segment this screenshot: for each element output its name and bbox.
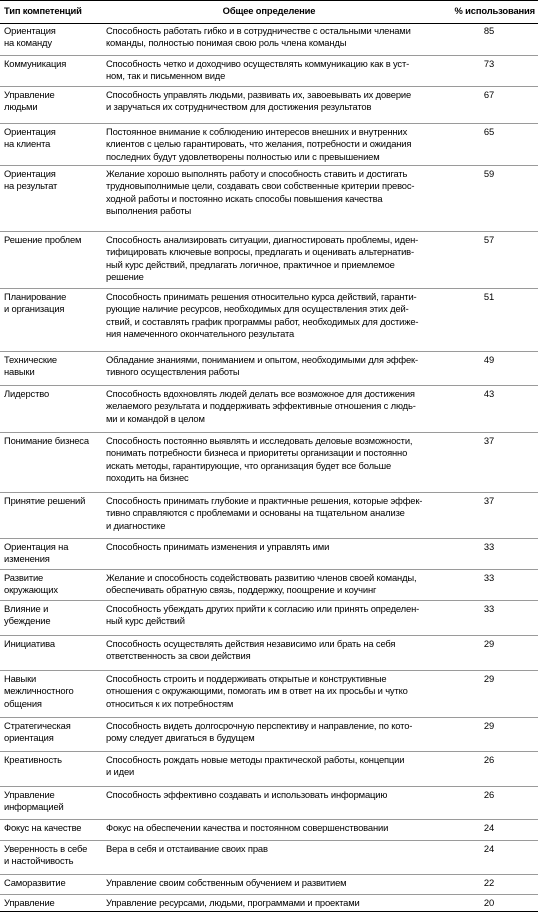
definition-cell: Обладание знаниями, пониманием и опытом, необходимыми для эффек- тивного осуществления работы: [106, 354, 418, 378]
table-row: [0, 351, 538, 386]
definition-cell: Способность рождать новые методы практической работы, концепции и идеи: [106, 754, 405, 778]
competency-type-cell: Управление: [4, 897, 55, 908]
competency-type-cell: Принятие решений: [4, 495, 86, 506]
definition-cell: Постоянное внимание к соблюдению интересов внешних и внутренних клиентов с целью гарантировать, что желания, потребности и ожидания последних будут удовлетворены полностью или с превышением: [106, 126, 412, 162]
usage-percent-cell: 65: [483, 126, 495, 137]
table-row: [0, 717, 538, 752]
competency-type-cell: Фокус на качестве: [4, 822, 82, 833]
usage-percent-cell: 49: [483, 354, 495, 365]
table-row: [0, 86, 538, 124]
usage-percent-cell: 37: [483, 435, 495, 446]
definition-cell: Желание хорошо выполнять работу и способность ставить и достигать трудновыполнимые цели, создавать свои собственные критерии превос- ходной работы и постоянно искать способы повышения качества выполнения работы: [106, 168, 415, 217]
usage-percent-cell: 26: [483, 789, 495, 800]
table-row: [0, 385, 538, 433]
table-row: [0, 123, 538, 166]
competency-type-cell: Технические навыки: [4, 354, 57, 378]
competency-type-cell: Креативность: [4, 754, 62, 765]
header-type: Тип компетенций: [4, 5, 82, 16]
usage-percent-cell: 85: [483, 25, 495, 36]
header-percent: % использования: [454, 5, 535, 16]
table-row: [0, 432, 538, 493]
usage-percent-cell: 51: [483, 291, 495, 302]
table-row: [0, 600, 538, 636]
competency-type-cell: Ориентация на изменения: [4, 541, 69, 565]
competency-type-cell: Развитие окружающих: [4, 572, 58, 596]
definition-cell: Способность принимать глубокие и практичные решения, которые эффек- тивно справляются с проблемами и основаны на тщательном анализе и диагностике: [106, 495, 423, 531]
usage-percent-cell: 73: [483, 58, 495, 69]
table-header: [0, 0, 538, 24]
definition-cell: Способность постоянно выявлять и исследовать деловые возможности, понимать потребности бизнеса и приоритеты организации и постоянно искать методы, гарантирующие, что организация будет все больше походить на бизнес: [106, 435, 413, 484]
competency-type-cell: Инициатива: [4, 638, 55, 649]
table-row: [0, 55, 538, 87]
table-row: [0, 670, 538, 718]
table-row: [0, 492, 538, 539]
usage-percent-cell: 24: [483, 843, 495, 854]
usage-percent-cell: 22: [483, 877, 495, 888]
table-row: [0, 635, 538, 671]
definition-cell: Способность убеждать других прийти к согласию или принять определен- ный курс действий: [106, 603, 420, 627]
table-row: [0, 569, 538, 601]
table-row: [0, 538, 538, 570]
competency-type-cell: Саморазвитие: [4, 877, 66, 888]
table-row: [0, 786, 538, 820]
definition-cell: Способность вдохновлять людей делать все возможное для достижения желаемого результата и поддерживать эффективные отношения с людь- ми и командой в целом: [106, 388, 416, 424]
table-row: [0, 165, 538, 232]
table-row: [0, 819, 538, 841]
competency-type-cell: Ориентация на команду: [4, 25, 56, 49]
table-row: [0, 231, 538, 289]
competency-type-cell: Коммуникация: [4, 58, 67, 69]
competency-type-cell: Ориентация на клиента: [4, 126, 56, 150]
competency-type-cell: Влияние и убеждение: [4, 603, 51, 627]
competency-type-cell: Уверенность в себе и настойчивость: [4, 843, 88, 867]
usage-percent-cell: 37: [483, 495, 495, 506]
usage-percent-cell: 20: [483, 897, 495, 908]
usage-percent-cell: 59: [483, 168, 495, 179]
definition-cell: Способность анализировать ситуации, диагностировать проблемы, иден- тифицировать ключевые вопросы, предлагать и оценивать альтернатив- ный курс действий, предлагать логичное, практичное и приемлемое решение: [106, 234, 419, 283]
table-row: [0, 751, 538, 787]
competency-type-cell: Управление информацией: [4, 789, 64, 813]
competency-type-cell: Стратегическая ориентация: [4, 720, 71, 744]
usage-percent-cell: 29: [483, 638, 495, 649]
table-row: [0, 22, 538, 56]
definition-cell: Желание и способность содействовать развитию членов своей команды, обеспечивать обратную связь, поддержку, поощрение и коучинг: [106, 572, 417, 596]
usage-percent-cell: 67: [483, 89, 495, 100]
usage-percent-cell: 24: [483, 822, 495, 833]
table-row: [0, 840, 538, 875]
definition-cell: Способность видеть долгосрочную перспективу и направление, по кото- рому следует двигаться в будущем: [106, 720, 413, 744]
table-row: [0, 894, 538, 912]
definition-cell: Способность принимать изменения и управлять ими: [106, 541, 330, 552]
usage-percent-cell: 26: [483, 754, 495, 765]
definition-cell: Способность эффективно создавать и использовать информацию: [106, 789, 388, 800]
header-definition: Общее определение: [222, 5, 316, 16]
definition-cell: Способность работать гибко и в сотрудничестве с остальными членами команды, полностью понимая свою роль члена команды: [106, 25, 411, 49]
definition-cell: Способность четко и доходчиво осуществлять коммуникацию как в уст- ном, так и письменном виде: [106, 58, 410, 82]
definition-cell: Способность принимать решения относительно курса действий, гаранти- рующие наличие ресурсов, необходимых для осуществления этих дей- ствий, и составлять график программы работ, необходимых для достиже- ния намеченного окончательного результата: [106, 291, 419, 340]
competency-type-cell: Решение проблем: [4, 234, 82, 245]
table-row: [0, 874, 538, 895]
usage-percent-cell: 33: [483, 541, 495, 552]
competency-type-cell: Понимание бизнеса: [4, 435, 89, 446]
competency-type-cell: Управление людьми: [4, 89, 55, 113]
usage-percent-cell: 29: [483, 673, 495, 684]
definition-cell: Способность строить и поддерживать открытые и конструктивные отношения с окружающими, помогать им в ответ на их просьбы и чутко относиться к их потребностям: [106, 673, 408, 709]
competency-type-cell: Навыки межличностного общения: [4, 673, 74, 709]
table-row: [0, 288, 538, 352]
usage-percent-cell: 43: [483, 388, 495, 399]
usage-percent-cell: 33: [483, 603, 495, 614]
competency-type-cell: Лидерство: [4, 388, 50, 399]
usage-percent-cell: 29: [483, 720, 495, 731]
definition-cell: Управление ресурсами, людьми, программами и проектами: [106, 897, 360, 908]
competency-type-cell: Планирование и организация: [4, 291, 67, 315]
usage-percent-cell: 57: [483, 234, 495, 245]
definition-cell: Вера в себя и отстаивание своих прав: [106, 843, 268, 854]
definition-cell: Управление своим собственным обучением и развитием: [106, 877, 347, 888]
usage-percent-cell: 33: [483, 572, 495, 583]
definition-cell: Фокус на обеспечении качества и постоянном совершенствовании: [106, 822, 389, 833]
competency-type-cell: Ориентация на результат: [4, 168, 58, 192]
definition-cell: Способность осуществлять действия независимо или брать на себя ответственность за свои действия: [106, 638, 396, 662]
definition-cell: Способность управлять людьми, развивать их, завоевывать их доверие и заручаться их сотрудничеством для достижения результатов: [106, 89, 412, 113]
